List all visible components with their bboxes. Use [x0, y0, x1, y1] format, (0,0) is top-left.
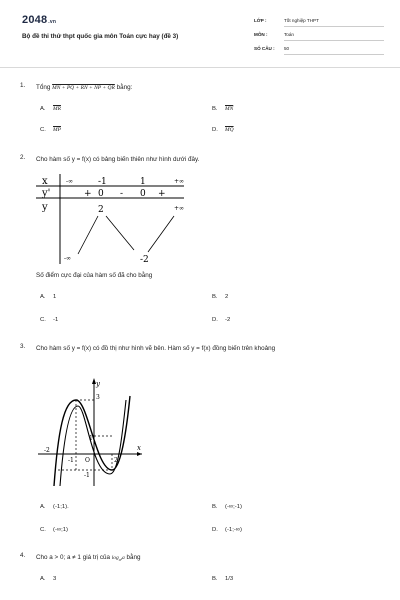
question-text: Cho hàm số y = f(x) có đồ thị như hình vẽ bên. Hàm số y = f(x) đồng biến trên khoảng [36, 345, 276, 352]
logo-text: 2048 [22, 14, 48, 26]
question-text [36, 82, 381, 94]
question-text-suffix: bằng: [116, 84, 133, 91]
variation-arrow [148, 216, 174, 252]
option-letter: C. [40, 317, 46, 323]
question-text [36, 552, 381, 565]
graph-label: -1 [68, 457, 74, 464]
question-number: 3. [20, 343, 26, 350]
option-b[interactable] [212, 294, 228, 300]
question-number: 2. [20, 154, 26, 161]
table-cell: + [158, 189, 166, 199]
meta-value: Tốt nghiệp THPT [284, 18, 319, 23]
question-number: 1. [20, 82, 26, 89]
table-header-y: y [42, 202, 48, 213]
table-cell: 0 [140, 189, 146, 199]
meta-label: SỐ CÂU : [254, 46, 275, 51]
meta-value: 50 [284, 46, 290, 51]
option-letter: B. [212, 576, 218, 582]
option-d[interactable] [212, 527, 242, 533]
option-text: (-1;-∞) [225, 527, 242, 533]
question-text: Cho hàm số y = f(x) có bảng biến thiên như hình dưới đây. [36, 156, 200, 163]
option-text: -2 [225, 317, 231, 323]
logo-suffix: .vn [48, 19, 57, 25]
option-a[interactable] [40, 504, 69, 510]
option-text: $\overline{MN}$ [225, 106, 234, 112]
option-text: $\overline{MP}$ [53, 127, 61, 133]
option-a[interactable] [40, 294, 56, 300]
option-text: $\overline{MQ}$ [225, 127, 234, 133]
option-text: $\overline{MR}$ [53, 106, 61, 112]
option-b[interactable] [212, 576, 233, 582]
option-c[interactable] [40, 527, 68, 533]
site-logo[interactable] [22, 14, 56, 26]
divider [284, 54, 384, 55]
option-d[interactable] [212, 127, 234, 133]
option-letter: B. [212, 294, 218, 300]
vector-expression: MN + PQ + RN + NP + QR [52, 85, 115, 91]
table-header-yprime: y' [42, 188, 51, 199]
question-text-prefix: Cho a > 0; a ≠ 1 giá trị của [36, 554, 110, 561]
graph-label: -2 [44, 447, 50, 454]
variation-table [34, 172, 204, 272]
table-cell: +∞ [174, 178, 185, 185]
table-cell: -∞ [66, 178, 74, 185]
table-cell: + [84, 189, 92, 199]
meta-label: LỚP : [254, 18, 267, 23]
table-cell: 0 [98, 189, 104, 199]
meta-value: Toán [284, 32, 294, 37]
option-letter: D. [212, 317, 218, 323]
table-header-x: x [42, 176, 48, 187]
question-prompt: Số điểm cực đại của hàm số đã cho bằng [36, 272, 153, 279]
table-cell: -2 [140, 255, 149, 265]
table-cell: 2 [98, 205, 104, 215]
option-text: 2 [225, 294, 229, 300]
exam-title: Bộ đề thi thử thpt quốc gia môn Toán cực hay (đề 3) [22, 33, 179, 40]
x-axis-label: x [137, 444, 141, 452]
variation-arrow [106, 216, 134, 250]
option-text: (-∞;-1) [225, 504, 242, 510]
option-c[interactable] [40, 317, 58, 323]
divider [284, 40, 384, 41]
option-a[interactable] [40, 576, 56, 582]
option-c[interactable] [40, 127, 61, 133]
option-text: (-∞;1) [53, 527, 68, 533]
log-expression [112, 555, 125, 561]
table-cell: 1 [140, 177, 146, 187]
option-letter: B. [212, 106, 218, 112]
option-d[interactable] [212, 317, 230, 323]
table-cell: -1 [98, 177, 107, 187]
table-cell: - [120, 189, 124, 199]
log-base-text: log [111, 555, 119, 561]
option-a[interactable] [40, 106, 61, 112]
log-base: a³ [118, 557, 122, 563]
divider [284, 26, 384, 27]
question-number: 4. [20, 552, 26, 559]
option-text: 1/3 [225, 576, 234, 582]
option-letter: A. [40, 504, 46, 510]
option-text: -1 [53, 317, 59, 323]
table-cell: +∞ [174, 205, 185, 212]
option-letter: A. [40, 106, 46, 112]
header-divider [0, 67, 400, 68]
option-b[interactable] [212, 106, 233, 112]
graph-label: 3 [96, 394, 100, 401]
y-axis-label: y [96, 380, 100, 388]
option-letter: C. [40, 527, 46, 533]
option-letter: A. [40, 294, 46, 300]
option-letter: C. [40, 127, 46, 133]
question-text-prefix: Tổng [36, 84, 51, 91]
option-letter: D. [212, 127, 218, 133]
option-letter: D. [212, 527, 218, 533]
graph-label: 1 [89, 435, 93, 442]
x-axis-arrow [137, 452, 142, 456]
option-letter: B. [212, 504, 218, 510]
variation-arrow [78, 216, 98, 254]
option-b[interactable] [212, 504, 242, 510]
option-text: 3 [53, 576, 57, 582]
function-graph [34, 376, 144, 488]
table-cell: -∞ [64, 255, 72, 262]
option-text: 1 [53, 294, 57, 300]
log-argument: a [121, 555, 125, 561]
graph-label: -1 [84, 472, 90, 479]
meta-label: MÔN : [254, 32, 268, 37]
option-text: (-1;1). [53, 504, 69, 510]
function-curve-shadow [60, 400, 126, 486]
option-letter: A. [40, 576, 46, 582]
question-text-suffix: bằng [126, 554, 141, 561]
graph-label: O [85, 457, 90, 464]
graph-label: 2 [114, 457, 118, 464]
